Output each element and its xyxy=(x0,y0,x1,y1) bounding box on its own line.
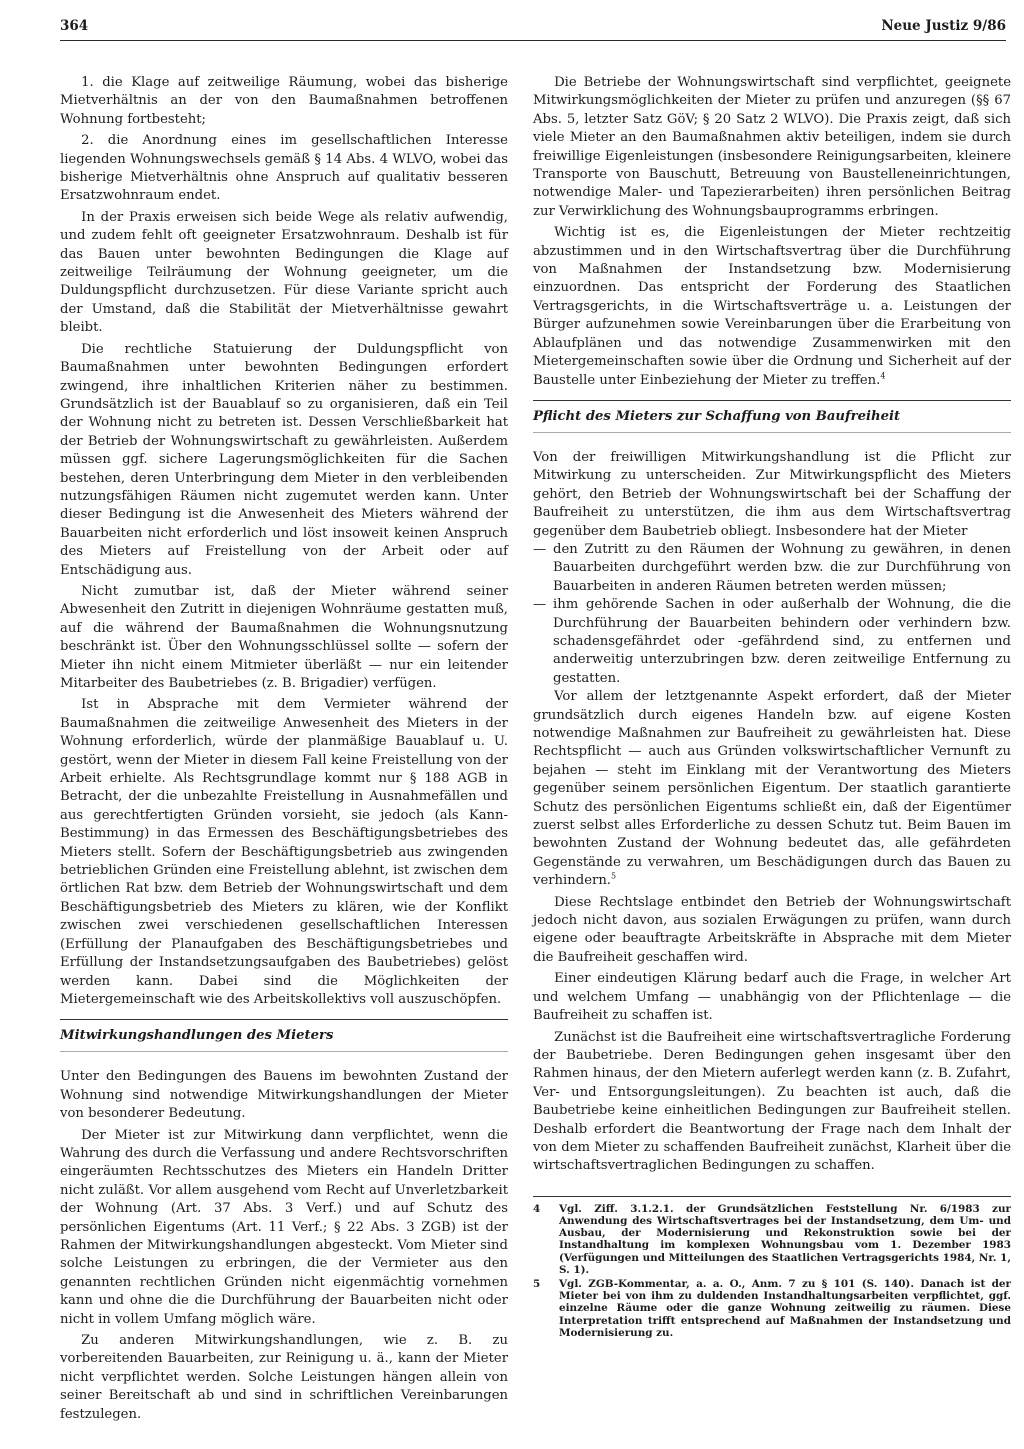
paragraph: Der Mieter ist zur Mitwirkung dann verpflichtet, wenn die Wahrung des durch die Verfassung und andere Rechtsvorschriften eingeräumten Rechtsschutzes des Mieters ein Handeln Dritter nicht zuläßt. Vor allem ausgehend vom Recht auf Unverletzbarkeit der Wohnung (Art. 37 Abs. 3 Verf.) und auf Schutz des persönlichen Eigentums (Art. 11 Verf.; § 22 Abs. 3 ZGB) ist der Rahmen der Mitwirkungshandlungen abgesteckt. Vom Mieter sind solche Leistungen zu erbringen, die der Vermieter aus den genannten rechtlichen Gründen nicht eigenmächtig vornehmen kann und ohne die die Durchführung der Bauarbeiten nicht oder nicht in vollem Umfang möglich wäre. xyxy=(60,1127,508,1327)
paragraph: Von der freiwilligen Mitwirkungshandlung ist die Pflicht zur Mitwirkung zu unterscheiden. Zur Mitwirkungspflicht des Mieters gehört, den Betrieb der Wohnungswirtschaft bei der Schaffung der Baufreiheit zu unterstützen, die ihm aus dem Wirtschaftsvertrag gegenüber dem Baubetrieb obliegt. Insbesondere hat der Mieter xyxy=(533,449,1011,539)
footnote-text: Vgl. Ziff. 3.1.2.1. der Grundsätzlichen Feststellung Nr. 6/1983 zur Anwendung des Wirtschaftsvertrages bei der Instandsetzung, dem Um- und Ausbau, der Modernisierung und Rekonstruktion sowie bei der Instandhaltung im komplexen Wohnungsbau vom 1. Dezember 1983 (Verfügungen und Mitteilungen des Staatlichen Vertragsgerichts 1984, Nr. 1, S. 1). xyxy=(559,1202,1011,1276)
paragraph: Die rechtliche Statuierung der Duldungspflicht von Baumaßnahmen unter bewohnten Bedingungen erfordert zwingend, ihre inhaltlichen Kriterien näher zu bestimmen. Grundsätzlich ist der Bauablauf so zu organisieren, daß ein Teil der Wohnung nicht zu betreten ist. Dessen Verschließbarkeit hat der Betrieb der Wohnungswirtschaft zu gewährleisten. Außerdem müssen ggf. sichere Lagerungsmöglichkeiten für die Sachen bestehen, deren Unterbringung dem Mieter in den verbleibenden nutzungsfähigen Räumen nicht zugemutet werden kann. Unter dieser Bedingung ist die Anwesenheit des Mieters während der Bauarbeiten nicht erforderlich und löst insoweit keinen Anspruch des Mieters auf Freistellung von der Arbeit oder auf Entschädigung aus. xyxy=(60,341,508,578)
list-item-2: 2. die Anordnung eines im gesellschaftlichen Interesse liegenden Wohnungswechsels gemäß § 14 Abs. 4 WLVO, wobei das bisherige Mietverhältnis ohne Anspruch auf qualitativ besseren Ersatzwohnraum endet. xyxy=(60,133,508,204)
footnote xyxy=(533,1203,1011,1276)
list-item xyxy=(533,596,1011,688)
right-column xyxy=(533,74,1011,1341)
paragraph: Diese Rechtslage entbindet den Betrieb der Wohnungswirtschaft jedoch nicht davon, aus sozialen Erwägungen zu prüfen, wann durch eigene oder beauftragte Arbeitskräfte in Absprache mit dem Mieter die Baufreiheit geschaffen wird. xyxy=(533,894,1011,965)
footnote-number: 5 xyxy=(533,1277,541,1290)
paragraph: Zu anderen Mitwirkungshandlungen, wie z. B. zu vorbereitenden Bauarbeiten, zur Reinigung u. ä., kann der Mieter nicht verpflichtet werden. Solche Leistungen hängen allein von seiner Bereitschaft ab und sind in schriftlichen Vereinbarungen festzulegen. xyxy=(60,1333,508,1422)
footnote-rule xyxy=(533,1196,1011,1197)
list-item-text: den Zutritt zu den Räumen der Wohnung zu gewähren, in denen Bauarbeiten durchgeführt werden bzw. die zur Durchführung von Bauarbeiten in anderen Räumen betreten werden müssen; xyxy=(553,541,1011,594)
paragraph: Nicht zumutbar ist, daß der Mieter während seiner Abwesenheit den Zutritt in diejenigen Wohnräume gestatten muß, auf die während der Baumaßnahmen die Wohnungsnutzung beschränkt ist. Über den Wohnungsschlüssel sollte — sofern der Mieter ihn nicht einem Mitmieter überläßt — nur ein leitender Mitarbeiter des Baubetriebes (z. B. Brigadier) verfügen. xyxy=(60,583,508,691)
paragraph: Unter den Bedingungen des Bauens im bewohnten Zustand der Wohnung sind notwendige Mitwirkungshandlungen der Mieter von besonderer Bedeutung. xyxy=(60,1069,508,1122)
page-number: 364 xyxy=(60,18,89,34)
list-item-1: 1. die Klage auf zeitweilige Räumung, wobei das bisherige Mietverhältnis an der von den Baumaßnahmen betroffenen Wohnung fortbesteht; xyxy=(60,75,508,127)
paragraph xyxy=(533,688,1011,890)
section-rule xyxy=(60,1019,508,1020)
journal-title: Neue Justiz 9/86 xyxy=(881,18,1006,34)
section-rule xyxy=(533,400,1011,401)
section-heading: Pflicht des Mieters zur Schaffung von Baufreiheit xyxy=(533,408,1011,433)
footnote-ref: 5 xyxy=(611,871,617,881)
paragraph: Ist in Absprache mit dem Vermieter während der Baumaßnahmen die zeitweilige Anwesenheit des Mieters in der Wohnung erforderlich, würde der planmäßige Bauablauf u. U. gestört, wenn der Mieter in diesem Fall keine Freistellung von der Arbeit erhielte. Als Rechtsgrundlage kommt nur § 188 AGB in Betracht, der die unbezahlte Freistellung in Ausnahmefällen und aus gerechtfertigten Gründen vorsieht, sie jedoch (als Kann-Bestimmung) in das Ermessen des Beschäftigungsbetriebes des Mieters stellt. Sofern der Beschäftigungsbetrieb aus zwingenden betrieblichen Gründen eine Freistellung ablehnt, ist zwischen dem örtlichen Rat bzw. dem Betrieb der Wohnungswirtschaft und dem Beschäftigungsbetrieb des Mieters zu klären, wie der Konflikt zwischen zwei verschiedenen gesellschaftlichen Interessen (Erfüllung der Planaufgaben des Beschäftigungsbetriebes und Erfüllung der Instandsetzungsaufgaben des Baubetriebes) gelöst werden kann. Dabei sind die Möglichkeiten der Mietergemeinschaft wie des Arbeitskollektivs voll auszuschöpfen. xyxy=(60,697,508,1007)
dash-list xyxy=(533,541,1011,688)
section-heading: Mitwirkungshandlungen des Mieters xyxy=(60,1027,508,1052)
dash-marker: — xyxy=(533,597,547,613)
footnote-text: Vgl. ZGB-Kommentar, a. a. O., Anm. 7 zu § 101 (S. 140). Danach ist der Mieter bei von ihm zu duldenden Instandhaltungsarbeiten verpflichtet, ggf. einzelne Räume oder die ganze Wohnung zeitweilig zu räumen. Diese Interpretation trifft entsprechend auf Maßnahmen der Instandsetzung und Modernisierung zu. xyxy=(559,1277,1011,1339)
footnote-number: 4 xyxy=(533,1202,541,1215)
paragraph-text: Vor allem der letztgenannte Aspekt erfordert, daß der Mieter grundsätzlich durch eigenes Handeln bzw. auf eigene Kosten notwendige Maßnahmen zur Baufreiheit zu gewährleisten hat. Diese Rechtspflicht — auch aus Gründen volkswirtschaftlicher Vernunft zu bejahen — steht im Einklang mit der Verantwortung des Mieters gegenüber seinem persönlichen Eigentum. Der staatlich garantierte Schutz des persönlichen Eigentums schließt ein, daß der Eigentümer zuerst selbst alles Erforderliche zu dessen Schutz tut. Beim Bauen im bewohnten Zustand der Wohnung bedeutet das, alle gefährdeten Gegenstände zu verwahren, um Beschädigungen durch das Bauen zu verhindern. xyxy=(533,689,1011,889)
paragraph: Die Betriebe der Wohnungswirtschaft sind verpflichtet, geeignete Mitwirkungsmöglichkeiten der Mieter zu prüfen und anzuregen (§§ 67 Abs. 5, letzter Satz GöV; § 20 Satz 2 WLVO). Die Praxis zeigt, daß sich viele Mieter an den Baumaßnahmen aktiv beteiligen, indem sie durch freiwillige Eigenleistungen (insbesondere Reinigungsarbeiten, kleinere Transporte von Bauschutt, Betreuung von Baustelleneinrichtungen, notwendige Maler- und Tapezierarbeiten) ihren persönlichen Beitrag zur Verwirklichung des Wohnungsbauprogramms erbringen. xyxy=(533,75,1011,219)
paragraph-text: Wichtig ist es, die Eigenleistungen der Mieter rechtzeitig abzustimmen und in den Wirtschaftsvertrag über die Durchführung von Maßnahmen der Instandsetzung bzw. Modernisierung einzuordnen. Das entspricht der Forderung des Staatlichen Vertragsgerichts, in die Wirtschaftsverträge u. a. Leistungen der Bürger aufzunehmen sowie Vereinbarungen über die Erarbeitung von Ablaufplänen und das notwendige Zusammenwirken mit den Mietergemeinschaften sowie über die Ordnung und Sicherheit auf der Baustelle unter Einbeziehung der Mieter zu treffen. xyxy=(533,225,1011,388)
footnote xyxy=(533,1278,1011,1339)
dash-marker: — xyxy=(533,541,547,557)
list-item-text: ihm gehörende Sachen in oder außerhalb der Wohnung, die die Durchführung der Bauarbeiten behindern oder verhindern bzw. schadensgefährdet oder -gefährdend sind, zu entfernen und anderweitig unterzubringen bzw. deren zeitweilige Entfernung zu gestatten. xyxy=(553,597,1011,686)
paragraph xyxy=(533,224,1011,390)
paragraph: In der Praxis erweisen sich beide Wege als relativ aufwendig, und zudem fehlt oft geeigneter Ersatzwohnraum. Deshalb ist für das Bauen unter bewohnten Bedingungen die Klage auf zeitweilige Teilräumung der Wohnung geeigneter, um die Duldungspflicht durchzusetzen. Für diese Variante spricht auch der Umstand, daß die Stabilität der Mietverhältnisse gewahrt bleibt. xyxy=(60,209,508,336)
list-item xyxy=(533,541,1011,596)
paragraph: Einer eindeutigen Klärung bedarf auch die Frage, in welcher Art und welchem Umfang — unabhängig von der Pflichtenlage — die Baufreiheit zu schaffen ist. xyxy=(533,971,1011,1024)
paragraph: Zunächst ist die Baufreiheit eine wirtschaftsvertragliche Forderung der Baubetriebe. Deren Bedingungen gehen insgesamt über den Rahmen hinaus, der den Mietern auferlegt werden kann (z. B. Zufahrt, Ver- und Entsorgungsleitungen). Zu beachten ist auch, daß die Baubetriebe keine einheitlichen Bedingungen zur Baufreiheit stellen. Deshalb erfordert die Beantwortung der Frage nach dem Inhalt der von dem Mieter zu schaffenden Baufreiheit zunächst, Klarheit über die wirtschaftsvertraglichen Bedingungen zu schaffen. xyxy=(533,1029,1011,1174)
header-rule xyxy=(60,40,1006,41)
footnote-ref: 4 xyxy=(880,371,886,381)
left-column xyxy=(60,74,508,1424)
